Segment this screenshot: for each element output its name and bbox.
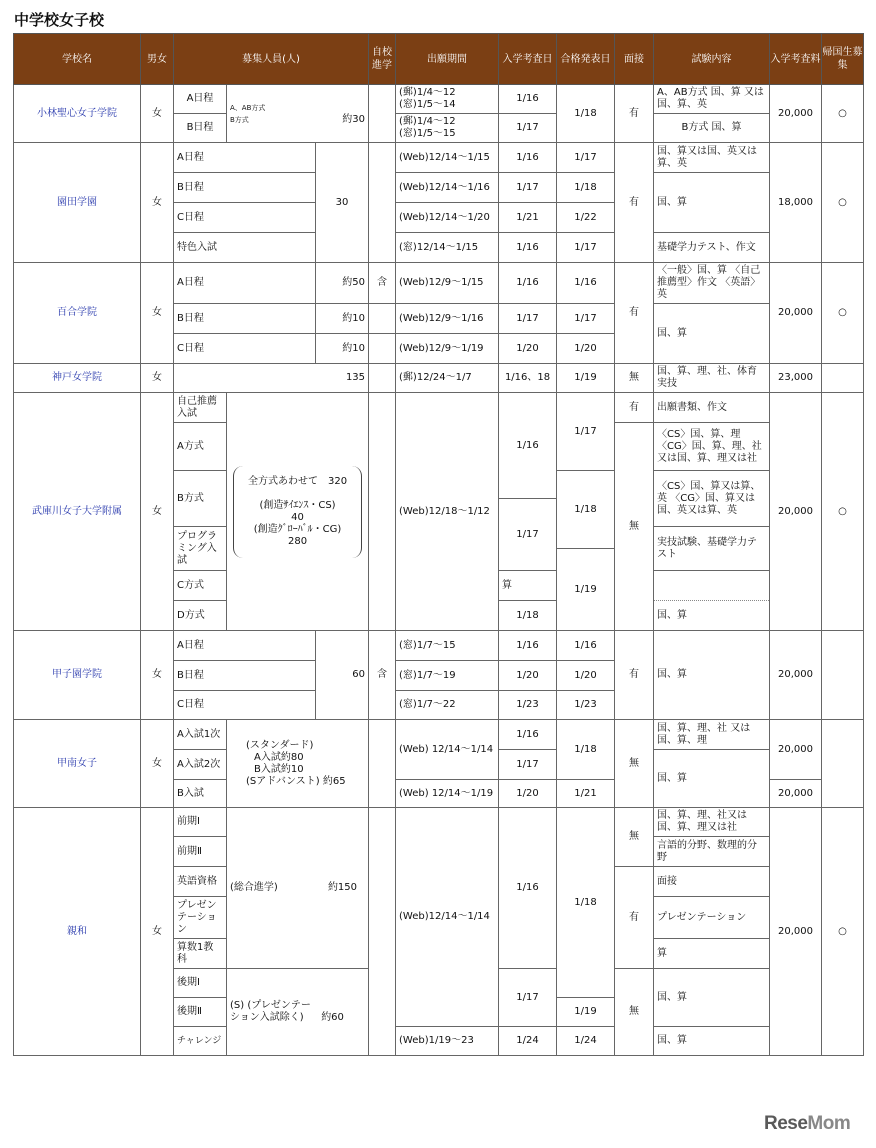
exam-date: 1/16 xyxy=(499,393,557,499)
col-interview: 面接 xyxy=(615,34,654,85)
own-school xyxy=(369,334,396,364)
round-label: C日程 xyxy=(174,334,316,364)
application-line: (郵)1/4〜12 xyxy=(399,87,456,98)
capacity-value: 約10 xyxy=(316,334,369,364)
table-row xyxy=(14,364,864,393)
exam-content: 国、算 xyxy=(654,601,770,631)
result-date: 1/23 xyxy=(557,691,615,720)
school-name[interactable]: 親和 xyxy=(14,808,141,1056)
exam-date: 1/16 xyxy=(499,720,557,750)
exam-content: 国、算 xyxy=(654,1027,770,1056)
exam-date: 1/21 xyxy=(499,203,557,233)
application-period: (Web) 12/14〜1/14 xyxy=(396,720,499,780)
capacity-bracket xyxy=(227,393,369,631)
returnee xyxy=(822,631,864,720)
exam-date: 1/16 xyxy=(499,85,557,114)
exam-date: 1/16 xyxy=(499,233,557,263)
exam-date: 1/17 xyxy=(499,750,557,780)
result-date: 1/16 xyxy=(557,631,615,661)
gender: 女 xyxy=(141,720,174,808)
capacity-line: (創造ｸﾞﾛｰﾊﾞﾙ・CG) xyxy=(253,523,342,535)
exam-content: 面接 xyxy=(654,867,770,897)
gender: 女 xyxy=(141,808,174,1056)
col-own: 自校進学 xyxy=(369,34,396,85)
own-school xyxy=(369,85,396,143)
gender: 女 xyxy=(141,364,174,393)
fee: 20,000 xyxy=(770,393,822,631)
exam-date: 1/17 xyxy=(499,499,557,571)
col-capacity: 募集人員(人) xyxy=(174,34,369,85)
exam-content: 〈一般〉国、算 〈自己推薦型〉作文 〈英語〉英 xyxy=(654,263,770,304)
result-date: 1/24 xyxy=(557,1027,615,1056)
application-period: (Web)12/14〜1/15 xyxy=(396,143,499,173)
returnee xyxy=(822,720,864,808)
gender: 女 xyxy=(141,631,174,720)
exam-date: 1/17 xyxy=(499,969,557,1027)
col-returnee: 帰国生募集 xyxy=(822,34,864,85)
gender: 女 xyxy=(141,143,174,263)
school-name[interactable]: 小林聖心女子学院 xyxy=(14,85,141,143)
exam-content: 言語的分野、数理的分野 xyxy=(654,837,770,867)
round-label: A方式 xyxy=(174,423,227,471)
interview: 無 xyxy=(615,364,654,393)
returnee xyxy=(822,364,864,393)
application-period: (Web) 12/14〜1/19 xyxy=(396,780,499,808)
exam-date: 1/23 xyxy=(499,691,557,720)
application-period: (Web)12/9〜1/15 xyxy=(396,263,499,304)
school-name[interactable]: 甲子園学院 xyxy=(14,631,141,720)
col-content: 試験内容 xyxy=(654,34,770,85)
exam-content: 基礎学力テスト、作文 xyxy=(654,233,770,263)
school-name[interactable]: 園田学園 xyxy=(14,143,141,263)
exam-content: 国、算 xyxy=(654,750,770,808)
interview: 有 xyxy=(615,867,654,969)
exam-date: 1/16 xyxy=(499,808,557,969)
exam-content: 国、算、理、社又は国、算、理又は社 xyxy=(654,808,770,837)
result-date: 1/18 xyxy=(557,720,615,780)
capacity-value: 約30 xyxy=(342,113,366,125)
page-title: 中学校女子校 xyxy=(14,11,105,29)
returnee: ○ xyxy=(822,808,864,1056)
capacity-line: (S) (プレゼンテーション入試除く) xyxy=(230,1000,311,1023)
capacity-line: 40 xyxy=(291,511,304,523)
capacity-value: 135 xyxy=(174,364,369,393)
interview: 無 xyxy=(615,808,654,867)
exam-content: B方式 国、算 xyxy=(654,114,770,143)
exam-content: 国、算 xyxy=(654,304,770,364)
round-label: D方式 xyxy=(174,601,227,631)
capacity-note: A、AB方式 xyxy=(230,103,266,112)
round-label: B方式 xyxy=(174,471,227,527)
exam-content: 算 xyxy=(499,571,557,601)
result-date: 1/19 xyxy=(557,364,615,393)
application-period: (Web)12/9〜1/16 xyxy=(396,304,499,334)
round-label: A入試1次 xyxy=(174,720,227,750)
result-date: 1/20 xyxy=(557,661,615,691)
exam-content: 国、算又は国、英又は算、英 xyxy=(654,143,770,173)
round-label: A入試2次 xyxy=(174,750,227,780)
interview: 有 xyxy=(615,631,654,720)
capacity-value: 約10 xyxy=(316,304,369,334)
col-fee: 入学考査料 xyxy=(770,34,822,85)
round-label: B日程 xyxy=(174,114,227,143)
interview: 有 xyxy=(615,393,654,423)
round-label: A日程 xyxy=(174,143,316,173)
application-period xyxy=(396,114,499,143)
schools-table xyxy=(13,33,864,1056)
result-date: 1/18 xyxy=(557,173,615,203)
round-label: 特色入試 xyxy=(174,233,316,263)
own-school xyxy=(369,304,396,334)
col-result-date: 合格発表日 xyxy=(557,34,615,85)
capacity-value: 30 xyxy=(316,143,369,263)
exam-date: 1/17 xyxy=(499,173,557,203)
capacity-line: (総合進学) xyxy=(230,882,278,893)
table-row xyxy=(14,631,864,661)
resemom-logo xyxy=(764,1113,850,1135)
own-school: 含 xyxy=(369,263,396,304)
exam-content: 国、算 xyxy=(654,173,770,233)
round-label: C日程 xyxy=(174,203,316,233)
exam-content: 算 xyxy=(654,939,770,969)
exam-content: 〈CS〉国、算又は算、英 〈CG〉国、算又は国、英又は算、英 xyxy=(654,471,770,527)
capacity-line: 全方式あわせて 320 xyxy=(247,475,348,487)
application-period: (窓)12/14〜1/15 xyxy=(396,233,499,263)
exam-date: 1/16、18 xyxy=(499,364,557,393)
own-school xyxy=(369,393,396,631)
col-school: 学校名 xyxy=(14,34,141,85)
capacity-line: 280 xyxy=(287,535,308,547)
exam-content: 国、算、理、社、体育実技 xyxy=(654,364,770,393)
fee: 23,000 xyxy=(770,364,822,393)
result-date: 1/19 xyxy=(557,549,615,631)
table-row xyxy=(14,808,864,837)
result-date: 1/22 xyxy=(557,203,615,233)
exam-date: 1/18 xyxy=(499,601,557,631)
fee: 20,000 xyxy=(770,720,822,780)
round-label: 後期Ⅰ xyxy=(174,969,227,998)
capacity-line: (スタンダード) xyxy=(246,739,314,751)
round-label: A日程 xyxy=(174,631,316,661)
exam-content: 実技試験、基礎学力テスト xyxy=(654,527,770,571)
round-label: C日程 xyxy=(174,691,316,720)
school-name[interactable]: 神戸女学院 xyxy=(14,364,141,393)
round-label: 前期Ⅱ xyxy=(174,837,227,867)
table-row xyxy=(14,393,864,423)
capacity xyxy=(227,969,369,1056)
exam-content: 〈CS〉国、算、理 〈CG〉国、算、理、社又は国、算、理又は社 xyxy=(654,423,770,471)
result-date: 1/18 xyxy=(557,471,615,549)
round-label: チャレンジ xyxy=(174,1027,227,1056)
round-label: A日程 xyxy=(174,85,227,114)
capacity-value: 約50 xyxy=(316,263,369,304)
gender: 女 xyxy=(141,263,174,364)
round-label: B日程 xyxy=(174,661,316,691)
round-label: 自己推薦入試 xyxy=(174,393,227,423)
result-date: 1/20 xyxy=(557,334,615,364)
result-date: 1/17 xyxy=(557,304,615,334)
round-label: A日程 xyxy=(174,263,316,304)
col-gender: 男女 xyxy=(141,34,174,85)
result-date: 1/19 xyxy=(557,998,615,1027)
result-date: 1/17 xyxy=(557,233,615,263)
own-school xyxy=(369,143,396,263)
exam-content: 国、算 xyxy=(654,969,770,1027)
result-date: 1/18 xyxy=(557,85,615,143)
interview: 無 xyxy=(615,969,654,1056)
round-label: B入試 xyxy=(174,780,227,808)
capacity xyxy=(227,808,369,969)
school-name[interactable]: 甲南女子 xyxy=(14,720,141,808)
application-line: (郵)1/4〜12 xyxy=(399,116,456,127)
exam-content: 国、算 xyxy=(654,631,770,720)
school-name[interactable]: 武庫川女子大学附属 xyxy=(14,393,141,631)
exam-date: 1/20 xyxy=(499,334,557,364)
fee: 20,000 xyxy=(770,263,822,364)
exam-content: プレゼンテーション xyxy=(654,897,770,939)
application-period xyxy=(396,85,499,114)
application-period: (Web)12/14〜1/14 xyxy=(396,808,499,1027)
exam-date: 1/16 xyxy=(499,263,557,304)
own-school: 含 xyxy=(369,631,396,720)
exam-date: 1/16 xyxy=(499,143,557,173)
capacity xyxy=(227,720,369,808)
round-label: B日程 xyxy=(174,173,316,203)
table-row xyxy=(14,143,864,173)
exam-content: 国、算、理、社 又は国、算、理 xyxy=(654,720,770,750)
own-school xyxy=(369,808,396,1056)
result-date: 1/17 xyxy=(557,143,615,173)
application-period: (窓)1/7〜19 xyxy=(396,661,499,691)
gender: 女 xyxy=(141,393,174,631)
result-date: 1/17 xyxy=(557,393,615,471)
exam-content: 出願書類、作文 xyxy=(654,393,770,423)
result-date: 1/18 xyxy=(557,808,615,998)
application-period: (Web)12/18〜1/12 xyxy=(396,393,499,631)
col-exam-date: 入学考査日 xyxy=(499,34,557,85)
returnee: ○ xyxy=(822,85,864,143)
fee: 18,000 xyxy=(770,143,822,263)
exam-content: A、AB方式 国、算 又は国、算、英 xyxy=(654,85,770,114)
interview: 有 xyxy=(615,85,654,143)
application-period: (Web)12/14〜1/20 xyxy=(396,203,499,233)
capacity xyxy=(227,85,369,143)
exam-date: 1/17 xyxy=(499,114,557,143)
capacity-value: 60 xyxy=(316,631,369,720)
logo-part: Mom xyxy=(807,1113,851,1134)
application-period: (Web)1/19〜23 xyxy=(396,1027,499,1056)
interview: 無 xyxy=(615,423,654,631)
application-line: (窓)1/5〜14 xyxy=(399,99,456,110)
capacity-line: (創造ｻｲｴﾝｽ・CS) xyxy=(259,499,336,511)
fee: 20,000 xyxy=(770,808,822,1056)
returnee: ○ xyxy=(822,143,864,263)
capacity-line: B入試約10 xyxy=(254,763,304,775)
exam-date: 1/24 xyxy=(499,1027,557,1056)
returnee: ○ xyxy=(822,393,864,631)
table-row xyxy=(14,263,864,304)
application-line: (窓)1/5〜15 xyxy=(399,128,456,139)
round-label: プログラミング入試 xyxy=(174,527,227,571)
interview: 有 xyxy=(615,143,654,263)
application-period: (郵)12/24〜1/7 xyxy=(396,364,499,393)
fee: 20,000 xyxy=(770,631,822,720)
capacity-line: A入試約80 xyxy=(254,751,304,763)
round-label: C方式 xyxy=(174,571,227,601)
own-school xyxy=(369,720,396,808)
application-period: (窓)1/7〜22 xyxy=(396,691,499,720)
exam-date: 1/20 xyxy=(499,780,557,808)
round-label: 算数1教科 xyxy=(174,939,227,969)
round-label: プレゼンテーション xyxy=(174,897,227,939)
capacity-value: 約150 xyxy=(327,882,358,893)
application-period: (Web)12/9〜1/19 xyxy=(396,334,499,364)
returnee: ○ xyxy=(822,263,864,364)
capacity-value: 約60 xyxy=(321,1012,344,1023)
exam-date: 1/16 xyxy=(499,631,557,661)
gender: 女 xyxy=(141,85,174,143)
capacity-note: B方式 xyxy=(230,115,249,124)
result-date: 1/21 xyxy=(557,780,615,808)
result-date: 1/16 xyxy=(557,263,615,304)
own-school xyxy=(369,364,396,393)
table-row xyxy=(14,85,864,114)
school-name[interactable]: 百合学院 xyxy=(14,263,141,364)
round-label: 後期Ⅱ xyxy=(174,998,227,1027)
round-label: B日程 xyxy=(174,304,316,334)
fee: 20,000 xyxy=(770,780,822,808)
exam-date: 1/20 xyxy=(499,661,557,691)
logo-part: Rese xyxy=(764,1113,808,1134)
application-period: (窓)1/7〜15 xyxy=(396,631,499,661)
header-row xyxy=(14,34,864,85)
round-label: 英語資格 xyxy=(174,867,227,897)
col-application: 出願期間 xyxy=(396,34,499,85)
interview: 無 xyxy=(615,720,654,808)
capacity-line: (Sアドバンスト) 約65 xyxy=(246,775,346,787)
fee: 20,000 xyxy=(770,85,822,143)
application-period: (Web)12/14〜1/16 xyxy=(396,173,499,203)
exam-date: 1/17 xyxy=(499,304,557,334)
round-label: 前期Ⅰ xyxy=(174,808,227,837)
interview: 有 xyxy=(615,263,654,364)
table-row xyxy=(14,720,864,750)
